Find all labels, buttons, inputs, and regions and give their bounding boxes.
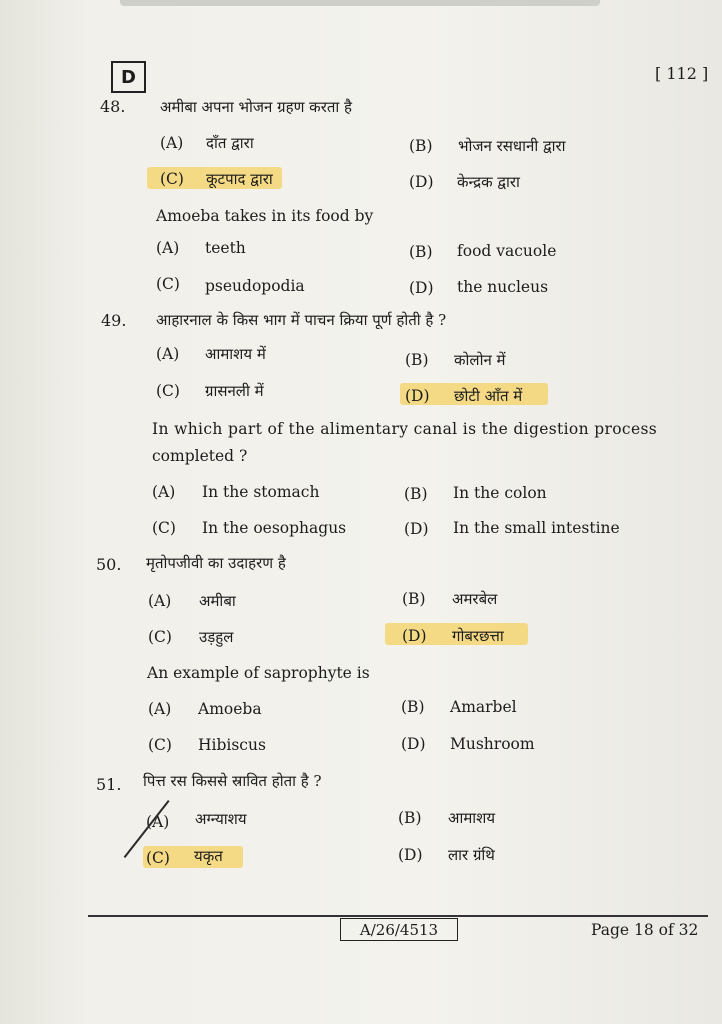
option-label: (D) <box>405 387 430 405</box>
option-label: (B) <box>398 809 422 827</box>
page-code-top: [ 112 ] <box>655 64 709 83</box>
set-code-box <box>111 61 146 93</box>
option-label: (B) <box>401 698 425 716</box>
option-label: (B) <box>409 243 433 261</box>
question-english: Amoeba takes in its food by <box>156 207 374 225</box>
booklet-code: A/26/4513 <box>359 920 439 939</box>
option-text: Amoeba <box>198 700 262 718</box>
page-number: Page 18 of 32 <box>591 921 699 939</box>
booklet-code-box <box>340 918 458 941</box>
option-label: (A) <box>148 592 172 610</box>
option-label: (A) <box>148 700 172 718</box>
option-text: उड़हुल <box>199 628 234 646</box>
option-text: आमाशय में <box>205 345 266 363</box>
option-text: Hibiscus <box>198 736 266 754</box>
option-text: pseudopodia <box>205 277 305 295</box>
option-label: (C) <box>146 849 170 867</box>
option-text: अग्न्याशय <box>195 810 247 828</box>
option-text: दाँत द्वारा <box>206 134 254 152</box>
option-text: the nucleus <box>457 278 549 296</box>
question-hindi: मृतोपजीवी का उदाहरण है <box>146 554 286 572</box>
option-label: (A) <box>160 134 184 152</box>
question-hindi: आहारनाल के किस भाग में पाचन क्रिया पूर्ण होती है ? <box>156 311 447 329</box>
option-text: अमीबा <box>199 592 236 610</box>
option-text: भोजन रसधानी द्वारा <box>458 137 566 155</box>
option-label: (A) <box>146 813 170 831</box>
option-label: (D) <box>401 735 426 753</box>
question-number: 51. <box>96 775 122 794</box>
option-text: Amarbel <box>450 698 517 716</box>
option-label: (C) <box>156 275 180 293</box>
option-label: (B) <box>402 590 426 608</box>
option-label: (C) <box>160 170 184 188</box>
option-text: यकृत <box>194 847 223 865</box>
option-label: (D) <box>409 279 434 297</box>
question-hindi: अमीबा अपना भोजन ग्रहण करता है <box>160 98 353 116</box>
question-english: completed ? <box>152 447 248 465</box>
option-label: (A) <box>152 483 176 501</box>
option-label: (B) <box>405 351 429 369</box>
option-text: आमाशय <box>448 809 496 827</box>
option-label: (C) <box>152 519 176 537</box>
option-text: teeth <box>205 239 246 257</box>
option-label: (D) <box>402 627 427 645</box>
option-text: In the small intestine <box>453 519 620 537</box>
question-hindi: पित्त रस किससे स्रावित होता है ? <box>143 772 322 790</box>
paper-edge <box>120 0 600 6</box>
option-text: लार ग्रंथि <box>448 846 495 864</box>
option-label: (B) <box>404 485 428 503</box>
option-label: (D) <box>409 173 434 191</box>
option-text: कोलोन में <box>454 351 506 369</box>
question-number: 50. <box>96 555 122 574</box>
option-label: (A) <box>156 345 180 363</box>
option-text: केन्द्रक द्वारा <box>457 173 520 191</box>
option-text: In the stomach <box>202 483 320 501</box>
question-number: 49. <box>101 311 127 330</box>
option-text: छोटी आँत में <box>454 387 523 405</box>
option-text: food vacuole <box>457 242 557 260</box>
option-label: (C) <box>156 382 180 400</box>
option-text: ग्रासनली में <box>205 382 264 400</box>
option-label: (A) <box>156 239 180 257</box>
question-number: 48. <box>100 97 126 116</box>
option-text: Mushroom <box>450 735 535 753</box>
option-label: (B) <box>409 137 433 155</box>
option-label: (D) <box>404 520 429 538</box>
option-text: अमरबेल <box>452 590 498 608</box>
option-text: कूटपाद द्वारा <box>206 170 273 188</box>
option-text: In the oesophagus <box>202 519 347 537</box>
option-text: गोबरछत्ता <box>452 627 504 645</box>
option-label: (D) <box>398 846 423 864</box>
option-label: (C) <box>148 628 172 646</box>
question-english: An example of saprophyte is <box>147 664 370 682</box>
set-code: D <box>121 66 136 88</box>
option-text: In the colon <box>453 484 547 502</box>
question-english: In which part of the alimentary canal is the digestion process <box>152 420 658 438</box>
option-label: (C) <box>148 736 172 754</box>
footer-rule <box>88 915 708 917</box>
